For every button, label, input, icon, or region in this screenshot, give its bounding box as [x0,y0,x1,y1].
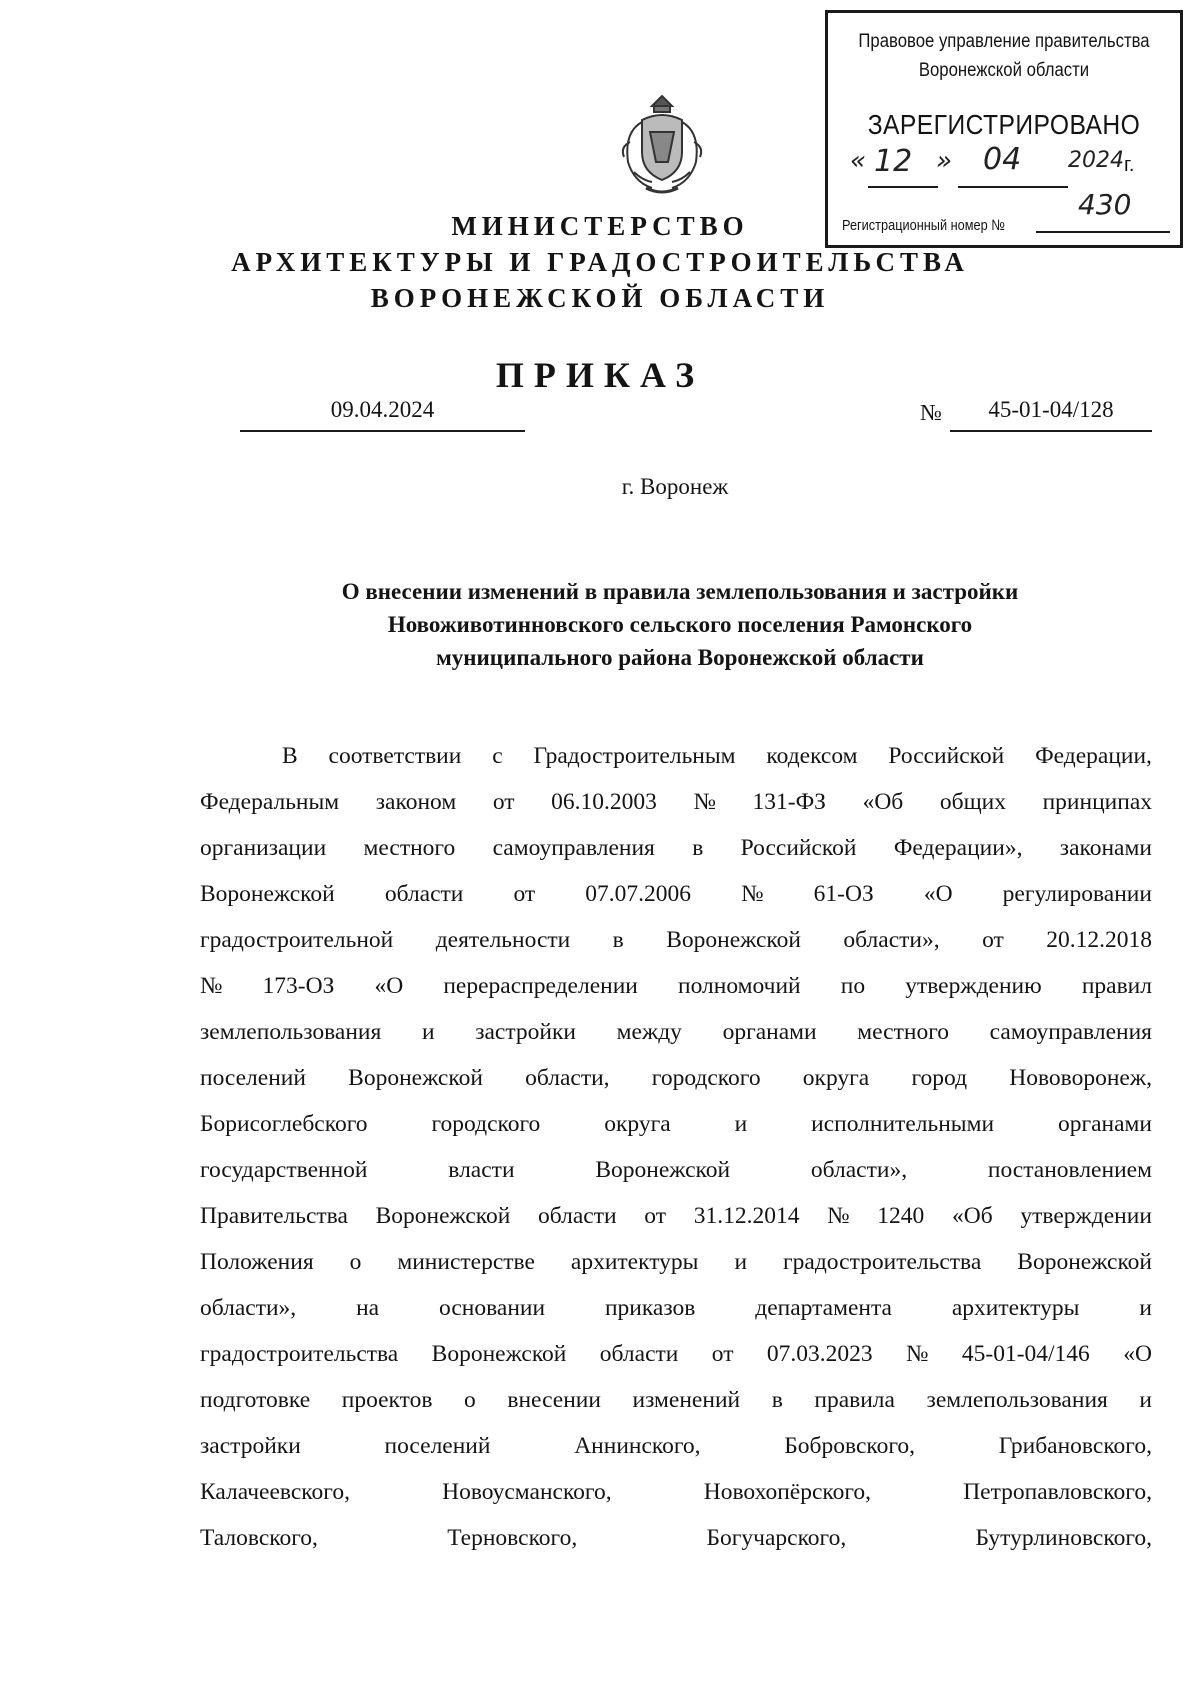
stamp-month: 04 [983,142,1022,177]
body-line: Воронежской области от 07.07.2006 № 61-ОЗ «О регулировании [200,881,1152,907]
body-line: области», на основании приказов департамента архитектуры и [200,1295,1152,1321]
body-line: подготовке проектов о внесении изменений в правила землепользования и [200,1387,1152,1413]
body-line: государственной власти Воронежской области», постановлением [200,1157,1152,1183]
number-underline [950,430,1152,432]
document-date: 09.04.2024 [330,397,435,422]
stamp-organization [849,27,1159,85]
body-line: Борисоглебского городского округа и исполнительными органами [200,1111,1152,1137]
stamp-org-line2: Воронежской области [918,60,1090,81]
coat-of-arms-icon [612,92,712,202]
document-subject [200,575,1160,674]
subject-line2: Новоживотинновского сельского поселения Рамонского [387,612,973,637]
body-line: организации местного самоуправления в Российской Федерации», законами [200,835,1152,861]
stamp-number: 430 [1078,188,1132,221]
document-city: г. Воронеж [621,474,729,499]
body-line: землепользования и застройки между органами местного самоуправления [200,1019,1152,1045]
date-underline [240,430,525,432]
body-line: Калачеевского, Новоусманского, Новохопёрского, Петропавловского, [200,1479,1152,1505]
body-line: Таловского, Терновского, Богучарского, Бутурлиновского, [200,1525,1152,1551]
number-sign: № [920,400,942,425]
body-line: застройки поселений Аннинского, Бобровского, Грибановского, [200,1433,1152,1459]
stamp-year: 2024 [1068,148,1124,173]
body-line: градостроительства Воронежской области от 07.03.2023 № 45-01-04/146 «О [200,1341,1152,1367]
body-line: № 173-ОЗ «О перераспределении полномочий по утверждению правил [200,973,1152,999]
body-line: Правительства Воронежской области от 31.12.2014 № 1240 «Об утверждении [200,1203,1152,1229]
ministry-title-line1: МИНИСТЕРСТВО [451,211,749,241]
stamp-number-label: Регистрационный номер № [842,217,1005,234]
document-number: 45-01-04/128 [988,397,1114,422]
stamp-registered-label: ЗАРЕГИСТРИРОВАНО [867,109,1141,140]
body-line: Положения о министерстве архитектуры и градостроительства Воронежской [200,1249,1152,1275]
body-line: поселений Воронежской области, городского округа город Нововоронеж, [200,1065,1152,1091]
stamp-date: « 12 » 04 2024 г. [828,148,1180,192]
stamp-year-suffix: г. [1124,154,1135,176]
body-line: градостроительной деятельности в Воронежской области», от 20.12.2018 [200,927,1152,953]
ministry-title-line3: ВОРОНЕЖСКОЙ ОБЛАСТИ [370,283,830,313]
ministry-title-line2: АРХИТЕКТУРЫ И ГРАДОСТРОИТЕЛЬСТВА [231,247,969,277]
document-type: ПРИКАЗ [495,355,705,395]
subject-line1: О внесении изменений в правила землепользования и застройки [341,579,1019,604]
document-body [200,733,1152,1561]
body-line: Федеральным законом от 06.10.2003 № 131-ФЗ «Об общих принципах [200,789,1152,815]
stamp-org-line1: Правовое управление правительства [858,31,1150,52]
stamp-day: 12 [874,144,913,179]
subject-line3: муниципального района Воронежской области [436,645,924,670]
body-line: В соответствии с Градостроительным кодексом Российской Федерации, [282,743,1152,769]
